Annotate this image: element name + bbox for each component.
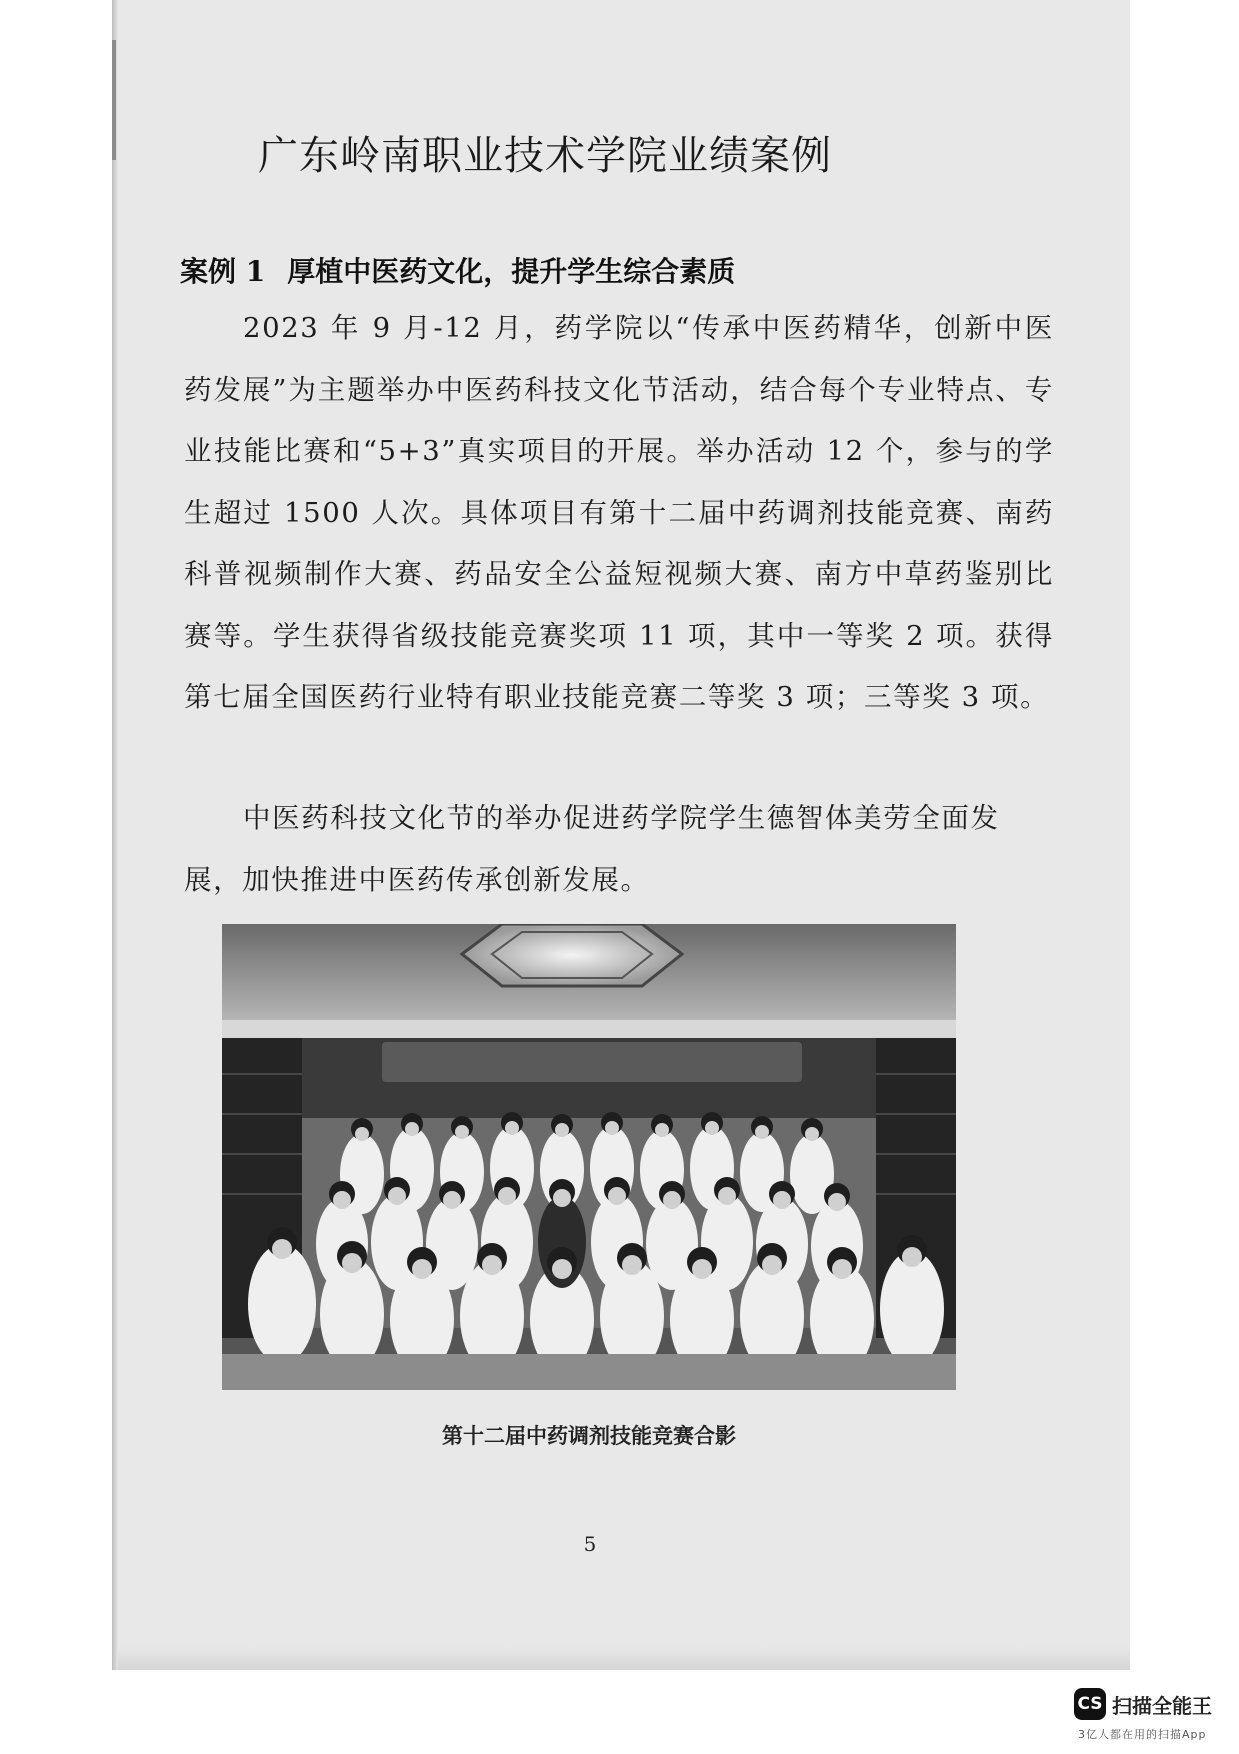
case-title: 厚植中医药文化，提升学生综合素质: [287, 255, 736, 288]
figure-caption: 第十二届中药调剂技能竞赛合影: [442, 1424, 736, 1448]
body-paragraph-2: 中医药科技文化节的举办促进药学院学生德智体美劳全面发展，加快推进中医药传承创新发展。: [184, 802, 1000, 896]
page-number: 5: [583, 1532, 597, 1556]
case-heading: [180, 250, 1080, 290]
case-number: 案例 1: [180, 255, 266, 288]
document-title: 广东岭南职业技术学院业绩案例: [258, 133, 832, 179]
body-paragraph-1: 2023 年 9 月-12 月，药学院以“传承中医药精华，创新中医药发展”为主题举办中医药科技文化节活动，结合每个专业特点、专业技能比赛和“5+3”真实项目的开展。举办活动 12 个，参与的学生超过 1500 人次。具体项目有第十二届中药调剂技能竞赛、南药科普视频制作大赛、药品安全公益短视频大赛、南方中草药鉴别比赛等。学生获得省级技能竞赛奖项 11 项，其中一等奖 2 项。获得第七届全国医药行业特有职业技能竞赛二等奖 3 项；三等奖 3 项。: [184, 312, 1054, 713]
scan-edge-mark: [112, 40, 116, 160]
scan-margin: [0, 0, 114, 1670]
document-page: [118, 0, 1130, 1670]
scan-bottom-edge: [118, 1646, 1130, 1670]
scanner-watermark: [1074, 1688, 1234, 1748]
watermark-app-name: 扫描全能王: [1112, 1694, 1212, 1718]
watermark-tagline: 3亿人都在用的扫描App: [1078, 1728, 1207, 1741]
camscanner-logo-icon: CS: [1074, 1688, 1106, 1720]
group-photo: [222, 924, 956, 1390]
group-photo-image: [222, 924, 956, 1390]
